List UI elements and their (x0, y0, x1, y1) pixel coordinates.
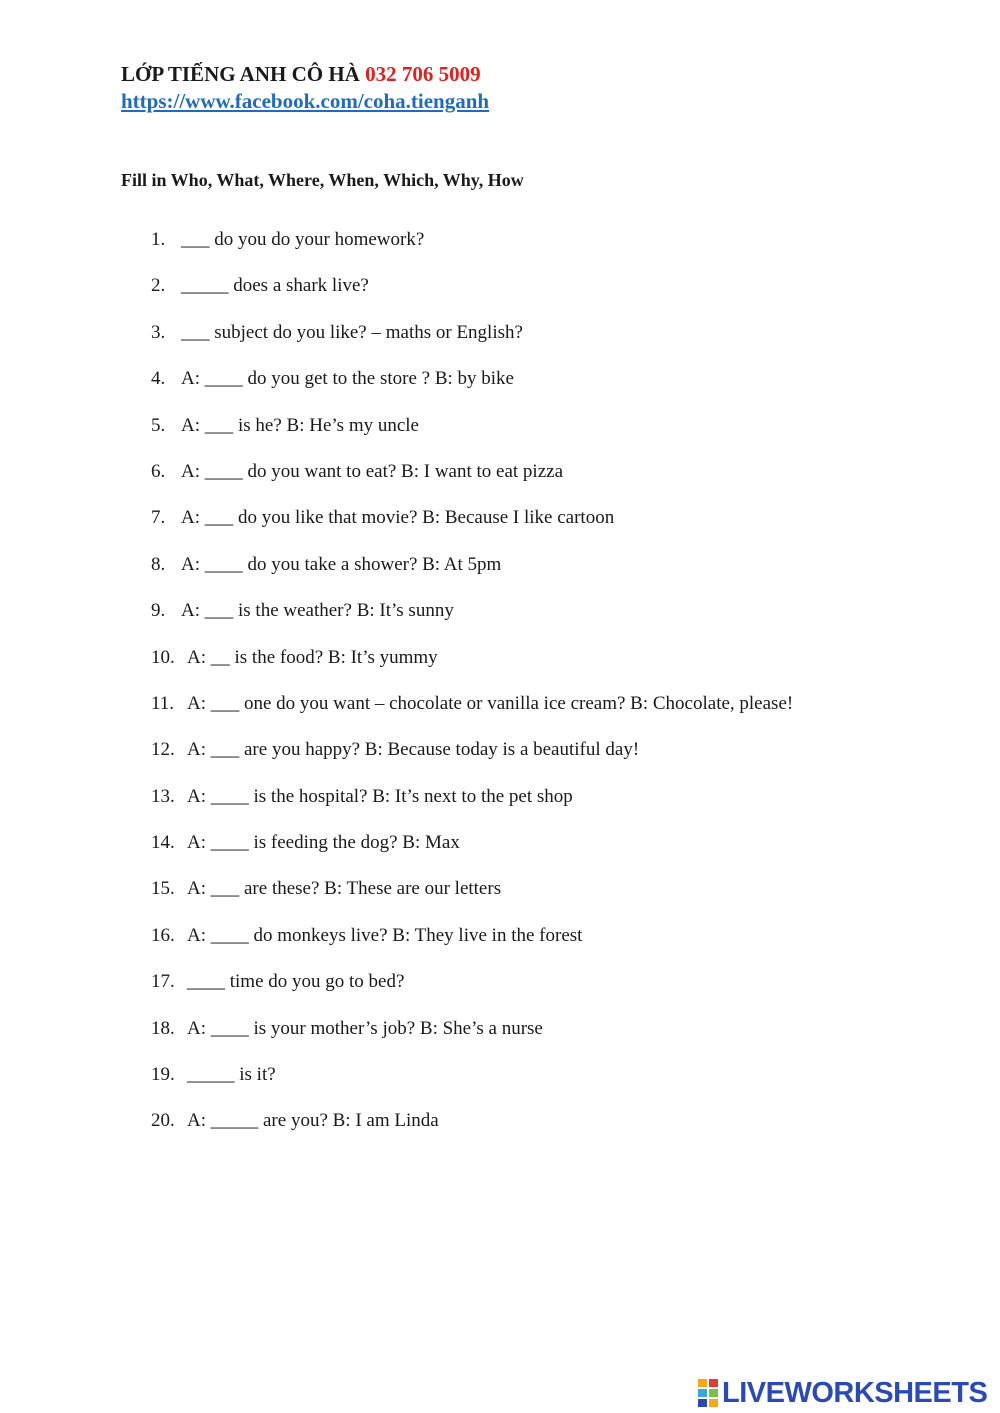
question-text: A: ___ one do you want – chocolate or vanilla ice cream? B: Chocolate, please! (187, 692, 794, 714)
question-number: 10. (151, 646, 175, 668)
class-title: LỚP TIẾNG ANH CÔ HÀ (121, 62, 360, 86)
question-item (151, 506, 793, 552)
question-number: 20. (151, 1110, 175, 1132)
question-number: 3. (151, 321, 166, 343)
question-number: 17. (151, 971, 175, 993)
question-number: 11. (151, 692, 175, 714)
question-item (151, 274, 793, 320)
class-title-line (121, 60, 489, 88)
question-number: 12. (151, 739, 175, 761)
question-item (151, 877, 793, 923)
question-text: A: ____ is the hospital? B: It’s next to the pet shop (187, 785, 573, 807)
question-text: A: ____ do you want to eat? B: I want to eat pizza (181, 460, 564, 482)
question-text: ___ do you do your homework? (181, 229, 425, 250)
question-text: A: _____ are you? B: I am Linda (187, 1110, 439, 1132)
question-item (151, 738, 793, 784)
question-number: 8. (151, 553, 166, 575)
document-header (121, 60, 489, 114)
question-text: A: ___ are you happy? B: Because today is a beautiful day! (187, 739, 640, 761)
question-text: A: ___ do you like that movie? B: Because I like cartoon (181, 507, 615, 529)
question-number: 13. (151, 785, 175, 807)
question-item (151, 228, 793, 274)
question-number: 6. (151, 460, 166, 482)
question-number: 15. (151, 878, 175, 900)
exercise-instruction: Fill in Who, What, Where, When, Which, Why, How (121, 170, 524, 190)
question-text: A: ____ do you take a shower? B: At 5pm (181, 553, 502, 575)
question-text: _____ is it? (187, 1064, 276, 1086)
liveworksheets-logo-icon (698, 1379, 720, 1407)
question-item (151, 831, 793, 877)
liveworksheets-wordmark: LIVEWORKSHEETS (722, 1377, 988, 1409)
question-item (151, 1063, 793, 1109)
question-text: A: ____ is your mother’s job? B: She’s a nurse (187, 1017, 543, 1039)
question-text: A: ___ is the weather? B: It’s sunny (181, 600, 454, 622)
question-number: 4. (151, 368, 166, 390)
question-number: 5. (151, 414, 166, 436)
question-text: ___ subject do you like? – maths or English? (181, 321, 523, 343)
liveworksheets-watermark (698, 1378, 987, 1408)
question-item (151, 692, 793, 738)
question-item (151, 460, 793, 506)
question-text: A: ____ do monkeys live? B: They live in the forest (187, 924, 583, 946)
question-number: 2. (151, 275, 166, 297)
phone-number: 032 706 5009 (365, 62, 481, 86)
question-number: 14. (151, 832, 175, 854)
question-text: A: __ is the food? B: It’s yummy (187, 646, 438, 668)
question-item (151, 414, 793, 460)
question-item (151, 553, 793, 599)
question-item (151, 785, 793, 831)
question-number: 7. (151, 507, 166, 529)
question-number: 19. (151, 1064, 175, 1086)
question-text: _____ does a shark live? (181, 275, 369, 297)
question-number: 18. (151, 1017, 175, 1039)
question-text: A: ____ do you get to the store ? B: by bike (181, 368, 514, 390)
question-list (151, 228, 793, 1156)
question-item (151, 1109, 793, 1155)
question-number: 16. (151, 924, 175, 946)
question-text: A: ___ is he? B: He’s my uncle (181, 414, 419, 436)
question-item (151, 599, 793, 645)
question-item (151, 321, 793, 367)
question-text: ____ time do you go to bed? (187, 971, 405, 993)
question-text: A: ___ are these? B: These are our letters (187, 878, 502, 900)
question-item (151, 646, 793, 692)
question-item (151, 970, 793, 1016)
question-number: 9. (151, 600, 166, 622)
question-item (151, 367, 793, 413)
question-item (151, 924, 793, 970)
question-item (151, 1017, 793, 1063)
question-text: A: ____ is feeding the dog? B: Max (187, 832, 460, 854)
question-number: 1. (151, 229, 166, 250)
facebook-link[interactable]: https://www.facebook.com/coha.tienganh (121, 89, 490, 113)
